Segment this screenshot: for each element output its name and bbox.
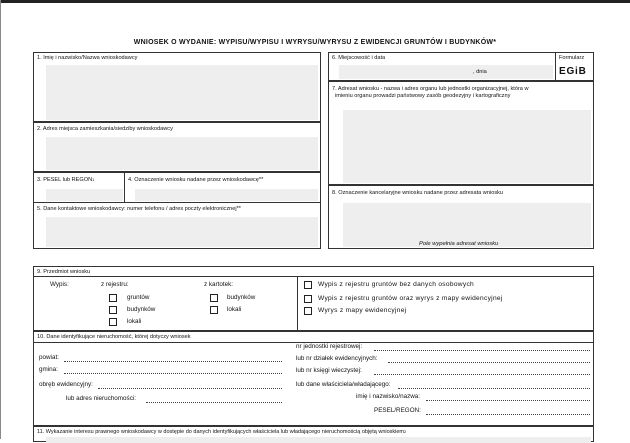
form-code: EGiB [559,66,587,77]
section-5-label: 5. Dane kontaktowe wnioskodawcy: numer telefonu / adres poczty elektronicznej** [37,206,241,212]
wypis-label: Wypis: [50,281,69,288]
section-9-column-divider [297,276,298,331]
wyrys-label: Wyrys z mapy ewidencyjnej [318,307,407,314]
section-3-pesel-regon [33,172,125,203]
checkbox-wypis-bez-danych[interactable] [304,281,312,289]
addressee-field[interactable] [343,110,591,183]
section-3-label: 3. PESEL lub REGON$^1$ [37,177,95,183]
section-7-addressee [328,81,594,185]
dane-wlasciciela-label: lub dane właściciela/władającego: [296,381,391,388]
contact-data-field[interactable] [46,217,318,247]
section-9-label: 9. Przedmiot wniosku [37,269,91,275]
section-1-applicant-name [33,52,321,122]
kartoteka-lokale-label: lokali [227,306,242,313]
nr-ksiegi-label: lub nr księgi wieczystej: [296,367,362,374]
section-2-applicant-address [33,122,321,172]
dane-wlasciciela-field[interactable] [398,388,590,389]
kartoteka-budynki-label: budynków [227,294,256,301]
applicant-reference-field[interactable] [135,189,318,201]
applicant-address-field[interactable] [46,137,318,170]
nr-jednostki-field[interactable] [374,350,590,351]
section-1-label: 1. Imię i nazwisko/Nazwa wnioskodawcy [37,55,138,61]
nr-dzialek-field[interactable] [388,362,590,363]
checkbox-rejestr-budynki[interactable] [109,306,117,314]
checkbox-kartoteka-lokale[interactable] [210,306,218,314]
imie-nazwa-label: imię i nazwisko/nazwa: [356,393,421,400]
section-7-label-line2: imieniu organu prowadzi państwowy zasób geodezyjny i kartograficzny [335,93,511,99]
z-rejestru-label: z rejestru: [101,281,129,288]
section-10-property-data [33,331,594,426]
gmina-label: gmina: [39,366,58,373]
section-11-legal-interest [33,426,594,442]
nr-dzialek-label: lub nr działek ewidencyjnych: [296,355,378,362]
powiat-label: powiat: [39,354,59,361]
checkbox-rejestr-lokale[interactable] [109,318,117,326]
checkbox-rejestr-grunty[interactable] [109,294,117,302]
obreb-label: obręb ewidencyjny: [39,381,93,388]
adres-nieruchomosci-field[interactable] [146,402,282,403]
checkbox-wyrys[interactable] [304,307,312,315]
section-5-contact-data [33,202,321,249]
date-suffix: , dnia [473,69,487,75]
z-kartoteki-label: z kartotek: [204,281,234,288]
section-6-label: 6. Miejscowość i data [332,55,386,61]
section-2-label: 2. Adres miejsca zamieszkania/siedziby wnioskodawcy [37,126,173,132]
pesel-regon-field[interactable] [46,189,123,201]
wypis-i-wyrys-label: Wypis z rejestru gruntów oraz wyrys z mapy ewidencyjnej [318,295,503,302]
section-9-divider [34,276,593,277]
section-6-place-date [328,52,556,81]
pesel-regon-owner-label: PESEL/REGON: [374,407,421,414]
form-code-label: Formularz [559,55,585,61]
wypis-bez-danych-label: Wypis z rejestru gruntów bez danych osobowych [318,281,475,288]
adres-nieruchomosci-label: lub adres nieruchomości: [66,395,137,402]
nr-jednostki-label: nr jednostki rejestrowej: [296,343,363,350]
office-use-note: Pole wypełnia adresat wniosku [419,241,499,247]
imie-nazwa-field[interactable] [426,400,590,401]
powiat-field[interactable] [64,361,282,362]
page-left-edge [0,0,1,439]
section-8-label: 8. Oznaczenie kancelaryjne wniosku nadane przez adresata wniosku [332,190,504,196]
section-7-label-line1: 7. Adresat wniosku - nazwa i adres organu lub jednostki organizacyjnej, która w [332,86,529,92]
obreb-field[interactable] [98,388,282,389]
section-9-subject [33,266,594,331]
place-date-field[interactable] [339,65,553,79]
form-code-box [555,52,594,81]
applicant-name-field[interactable] [46,65,318,120]
form-title: WNIOSEK O WYDANIE: WYPISU/WYPISU I WYRYSU/WYRYSU Z EWIDENCJI GRUNTÓW I BUDYNKÓW* [133,39,497,46]
gmina-field[interactable] [64,373,282,374]
section-4-label: 4. Oznaczenie wniosku nadane przez wnioskodawcę** [128,177,264,183]
rejestr-grunty-label: gruntów [127,294,150,301]
section-10-label: 10. Dane identyfikujące nieruchomość, której dotyczy wniosek [37,334,191,340]
rejestr-budynki-label: budynków [127,306,156,313]
section-11-label: 11. Wykazanie interesu prawnego wnioskodawcy w dostępie do danych identyfikujących właściciela lub władającego nieruchomością objętą wnioskiem$^2$ [37,429,407,435]
section-4-applicant-reference [124,172,321,203]
section-8-office-reference [328,185,594,249]
page-top-edge [0,0,630,3]
pesel-regon-owner-field[interactable] [426,414,590,415]
legal-interest-field[interactable] [46,437,591,443]
nr-ksiegi-field[interactable] [374,374,590,375]
rejestr-lokale-label: lokali [127,318,142,325]
checkbox-wypis-i-wyrys[interactable] [304,295,312,303]
checkbox-kartoteka-budynki[interactable] [210,294,218,302]
